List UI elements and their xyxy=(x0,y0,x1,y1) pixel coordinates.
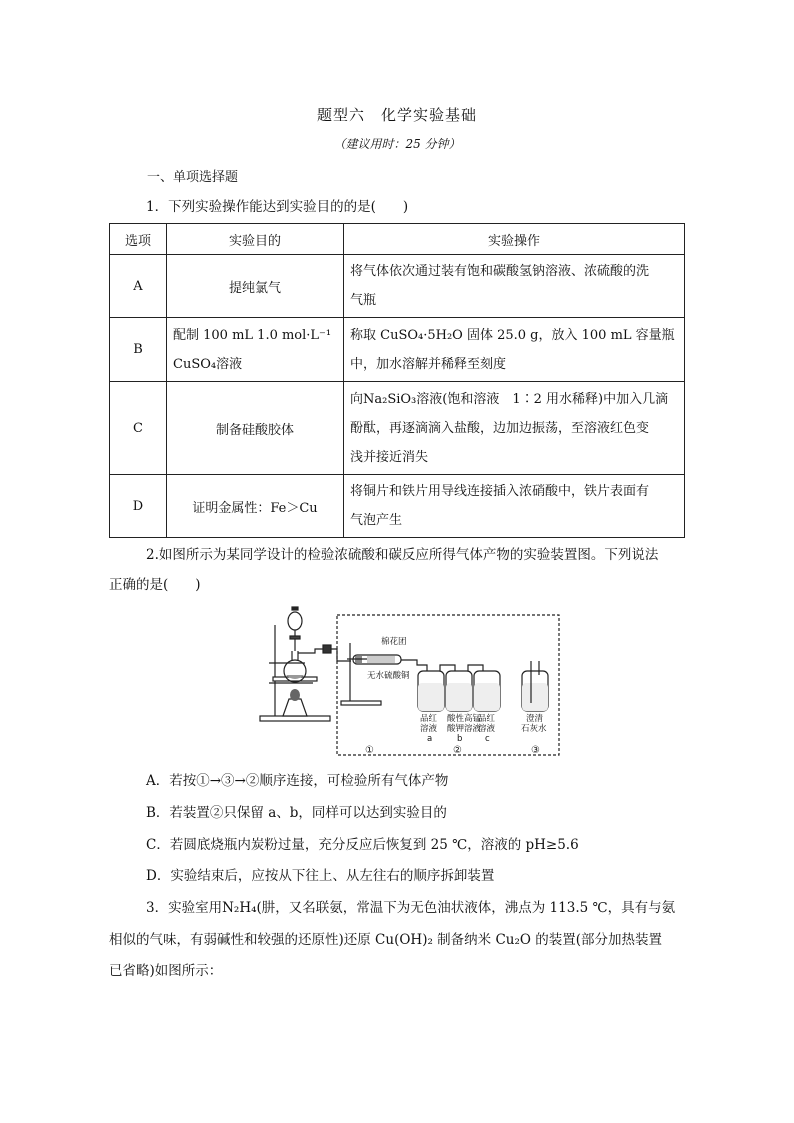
goal-line: CuSO₄溶液 xyxy=(173,356,243,372)
operation-line: 气瓶 xyxy=(350,293,377,308)
label-bottle-b: 酸性高锰 xyxy=(447,714,482,724)
option-c: C．若圆底烧瓶内炭粉过量，充分反应后恢复到 25 ℃，溶液的 pH≥5.6 xyxy=(146,837,579,853)
label-bottle-b: 酸钾溶液 xyxy=(447,724,482,734)
goal-cell xyxy=(167,318,344,382)
question-1-stem: 1．下列实验操作能达到实验目的的是( ) xyxy=(146,199,409,215)
question-2-stem-line: 正确的是( ) xyxy=(109,577,201,593)
label-bottle-a: a xyxy=(427,734,433,744)
label-limewater: 石灰水 xyxy=(521,724,547,734)
option-b: B．若装置②只保留 a、b，同样可以达到实验目的 xyxy=(146,805,447,821)
table-header-row xyxy=(110,224,685,255)
mark-1: ① xyxy=(365,745,374,756)
question-2-stem-line: 2.如图所示为某同学设计的检验浓硫酸和碳反应所得气体产物的实验装置图。下列说法 xyxy=(146,547,659,563)
time-suggestion: （建议用时：25 分钟） xyxy=(333,137,461,151)
table-row xyxy=(110,255,685,318)
question-3-line: 已省略)如图所示： xyxy=(109,963,223,979)
table-row xyxy=(110,382,685,475)
goal-line: 配制 100 mL 1.0 mol·L⁻¹ xyxy=(173,327,332,343)
table-row xyxy=(110,318,685,382)
stand-base xyxy=(260,716,330,721)
option-cell: B xyxy=(110,318,167,382)
table-header: 实验操作 xyxy=(344,224,685,255)
experiment-table xyxy=(109,223,685,538)
goal-cell: 制备硅酸胶体 xyxy=(167,382,344,475)
label-bottle-a: 品红 xyxy=(420,714,438,724)
option-cell: A xyxy=(110,255,167,318)
operation-line: 称取 CuSO₄·5H₂O 固体 25.0 g，放入 100 mL 容量瓶 xyxy=(350,327,675,343)
question-3-line: 3．实验室用N₂H₄(肼，又名联氨，常温下为无色油状液体，沸点为 113.5 ℃，具有与氨 xyxy=(146,900,676,916)
label-bottle-b: b xyxy=(457,734,463,744)
option-a: A．若按①→③→②顺序连接，可检验所有气体产物 xyxy=(146,773,449,789)
operation-line: 浅并接近消失 xyxy=(350,449,429,465)
goal-cell: 证明金属性：Fe＞Cu xyxy=(167,475,344,538)
alcohol-lamp xyxy=(283,699,307,716)
label-bottle-c: 品红 xyxy=(478,714,496,724)
operation-cell xyxy=(344,475,685,538)
mark-2: ② xyxy=(453,745,462,756)
option-cell: D xyxy=(110,475,167,538)
label-limewater: 澄清 xyxy=(526,714,544,724)
label-bottle-c: c xyxy=(485,734,490,744)
label-bottle-a: 溶液 xyxy=(420,724,438,734)
option-d: D．实验结束后，应按从下往上、从左往右的顺序拆卸装置 xyxy=(146,868,495,884)
table-header: 实验目的 xyxy=(167,224,344,255)
label-cotton: 棉花团 xyxy=(381,637,407,647)
operation-cell xyxy=(344,382,685,475)
operation-line: 将气体依次通过装有饱和碳酸氢钠溶液、浓硫酸的洗 xyxy=(350,264,650,279)
operation-cell xyxy=(344,318,685,382)
table-header: 选项 xyxy=(110,224,167,255)
operation-line: 酚酞，再逐滴滴入盐酸，边加边振荡，至溶液红色变 xyxy=(350,420,650,436)
operation-line: 气泡产生 xyxy=(350,513,403,528)
dropping-funnel xyxy=(288,612,302,630)
label-cuso4: 无水硫酸铜 xyxy=(367,671,410,681)
goal-cell: 提纯氯气 xyxy=(167,255,344,318)
operation-cell xyxy=(344,255,685,318)
operation-line: 将铜片和铁片用导线连接插入浓硝酸中，铁片表面有 xyxy=(350,484,650,499)
question-3-line: 相似的气味，有弱碱性和较强的还原性)还原 Cu(OH)₂ 制备纳米 Cu₂O 的装置(部分加热装置 xyxy=(109,932,663,948)
operation-line: 向Na₂SiO₃溶液(饱和溶液 1∶2 用水稀释)中加入几滴 xyxy=(350,391,669,407)
option-cell: C xyxy=(110,382,167,475)
operation-line: 中，加水溶解并稀释至刻度 xyxy=(350,356,507,372)
section-heading: 一、单项选择题 xyxy=(147,170,239,185)
mark-3: ③ xyxy=(531,745,540,756)
table-row xyxy=(110,475,685,538)
label-bottle-c: 溶液 xyxy=(478,724,496,734)
page-title: 题型六 化学实验基础 xyxy=(316,106,477,124)
apparatus-figure xyxy=(255,603,565,758)
